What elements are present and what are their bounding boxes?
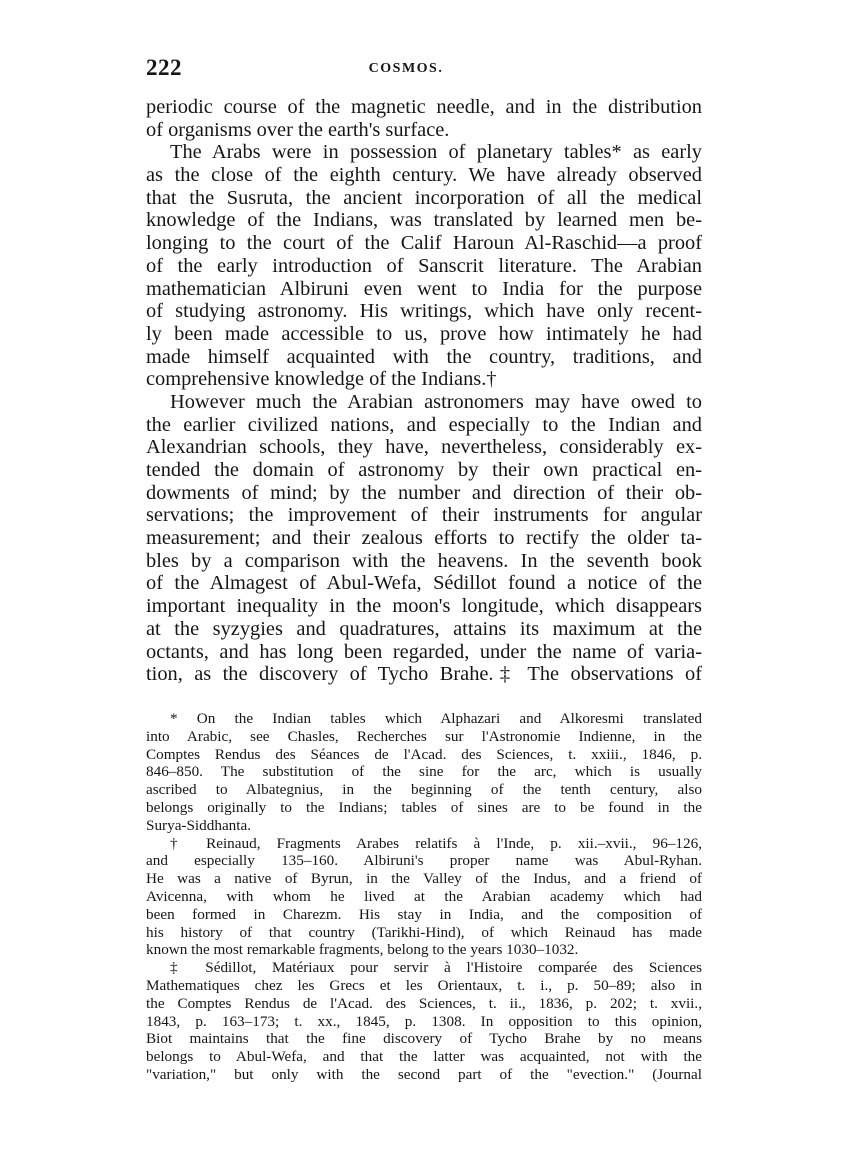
- footnote-line: 1843, p. 163–173; t. xx., 1845, p. 1308. In opposition to this opinion,: [146, 1012, 702, 1030]
- footnote-line: been formed in Charezm. His stay in India, and the composition of: [146, 905, 702, 923]
- running-head: [146, 55, 700, 85]
- footnote-line: Surya-Siddhanta.: [146, 816, 252, 834]
- footnote-line: Comptes Rendus des Séances de l'Acad. des Sciences, t. xxiii., 1846, p.: [146, 745, 702, 763]
- footnote-line: Biot maintains that the fine discovery of Tycho Brahe by no means: [146, 1030, 702, 1048]
- body-line: of organisms over the earth's surface.: [146, 118, 450, 141]
- footnote-line: belongs originally to the Indians; tables of sines are to be found in the: [146, 798, 702, 816]
- body-line: The Arabs were in possession of planetary tables* as early: [170, 141, 702, 164]
- body-line: as the close of the eighth century. We have already observed: [146, 164, 702, 187]
- footnote-line: Avicenna, with whom he lived at the Arabian academy which had: [146, 887, 702, 905]
- body-line: knowledge of the Indians, was translated by learned men be-: [146, 209, 702, 232]
- body-line: important inequality in the moon's longitude, which disappears: [146, 595, 702, 618]
- footnote-line: belongs to Abul-Wefa, and that the latter was acquainted, not with the: [146, 1048, 702, 1066]
- footnotes: [146, 710, 702, 1084]
- body-line: tended the domain of astronomy by their own practical en-: [146, 459, 702, 481]
- footnote-line: ‡ Sédillot, Matériaux pour servir à l'Histoire comparée des Sciences: [170, 959, 702, 977]
- body-line: mathematician Albiruni even went to India for the purpose: [146, 277, 702, 300]
- body-line: servations; the improvement of their instruments for angular: [146, 504, 702, 527]
- body-line: octants, and has long been regarded, under the name of varia-: [146, 640, 702, 663]
- body-line: that the Susruta, the ancient incorporation of all the medical: [146, 186, 702, 209]
- page-number: 222: [146, 55, 182, 80]
- body-text: [146, 96, 702, 686]
- body-line: comprehensive knowledge of the Indians.†: [146, 368, 497, 391]
- footnote-line: his history of that country (Tarikhi-Hind), of which Reinaud has made: [146, 923, 702, 941]
- footnote-line: 846–850. The substitution of the sine for the arc, which is usually: [146, 763, 702, 781]
- body-line: made himself acquainted with the country, traditions, and: [146, 345, 702, 368]
- footnote-line: known the most remarkable fragments, belong to the years 1030–1032.: [146, 941, 579, 959]
- body-line: measurement; and their zealous efforts to rectify the older ta-: [146, 527, 702, 550]
- footnote-line: Mathematiques chez les Grecs et les Orientaux, t. i., p. 50–89; also in: [146, 976, 702, 994]
- body-line: longing to the court of the Calif Haroun Al-Raschid—a proof: [146, 232, 702, 255]
- body-line: ly been made accessible to us, prove how intimately he had: [146, 322, 702, 345]
- footnote-line: ascribed to Albategnius, in the beginning of the tenth century, also: [146, 781, 702, 799]
- body-line: of the Almagest of Abul-Wefa, Sédillot found a notice of the: [146, 572, 702, 595]
- body-line: bles by a comparison with the heavens. In the seventh book: [146, 549, 702, 572]
- footnote-line: He was a native of Byrun, in the Valley of the Indus, and a friend of: [146, 870, 702, 888]
- footnote-line: into Arabic, see Chasles, Recherches sur l'Astronomie Indienne, in the: [146, 727, 702, 745]
- body-line: the earlier civilized nations, and especially to the Indian and: [146, 413, 702, 436]
- body-line: tion, as the discovery of Tycho Brahe.‡ The observations of: [146, 663, 702, 686]
- body-line: dowments of mind; by the number and direction of their ob-: [146, 481, 702, 504]
- body-line: Alexandrian schools, they have, nevertheless, considerably ex-: [146, 436, 702, 459]
- running-title: COSMOS.: [368, 61, 444, 76]
- body-line: at the syzygies and quadratures, attains its maximum at the: [146, 617, 702, 640]
- footnote-line: "variation," but only with the second part of the "evection." (Journal: [146, 1065, 702, 1083]
- footnote-line: the Comptes Rendus de l'Acad. des Sciences, t. ii., 1836, p. 202; t. xvii.,: [146, 994, 702, 1012]
- footnote-line: * On the Indian tables which Alphazari and Alkoresmi translated: [170, 710, 702, 727]
- body-line: However much the Arabian astronomers may have owed to: [170, 390, 702, 413]
- body-line: of the early introduction of Sanscrit literature. The Arabian: [146, 254, 702, 277]
- footnote-line: and especially 135–160. Albiruni's proper name was Abul-Ryhan.: [146, 852, 702, 870]
- body-line: periodic course of the magnetic needle, and in the distribution: [146, 96, 702, 118]
- footnote-line: † Reinaud, Fragments Arabes relatifs à l'Inde, p. xii.–xvii., 96–126,: [170, 834, 702, 852]
- body-line: of studying astronomy. His writings, which have only recent-: [146, 300, 702, 323]
